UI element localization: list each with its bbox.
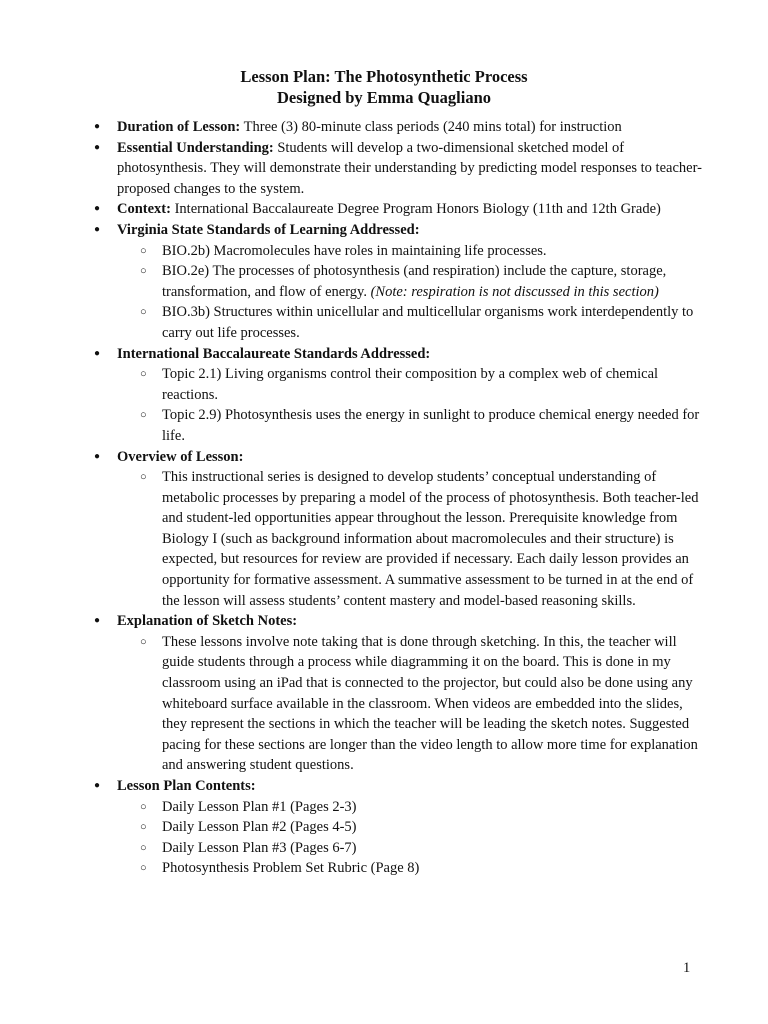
bullet-overview bbox=[0, 447, 768, 612]
page-number: 1 bbox=[683, 960, 691, 976]
sketch-label: Explanation of Sketch Notes: bbox=[117, 613, 298, 630]
essential-label: Essential Understanding: bbox=[117, 139, 274, 156]
sub-item: ○ BIO.3b) Structures within unicellular and multicellular organisms work interdependently to carry out life processes. bbox=[117, 302, 706, 343]
duration-text: Three (3) 80-minute class periods (240 mins total) for instruction bbox=[240, 119, 622, 135]
title-line-1: Lesson Plan: The Photosynthetic Process bbox=[240, 67, 528, 86]
bullet-plan-contents bbox=[0, 776, 768, 879]
contents-item: ○ Daily Lesson Plan #2 (Pages 4-5) bbox=[117, 817, 706, 838]
ib-sublist bbox=[117, 364, 706, 446]
sub-item-text: BIO.2e) The processes of photosynthesis (and respiration) include the capture, storage, transformation, and flow of energy. bbox=[162, 263, 667, 300]
contents-item: ○ Daily Lesson Plan #3 (Pages 6-7) bbox=[117, 838, 706, 859]
document-body bbox=[0, 117, 768, 879]
main-bullet-list bbox=[0, 117, 768, 879]
title-line-2: Designed by Emma Quagliano bbox=[276, 88, 492, 107]
bullet-sketch-notes bbox=[0, 611, 768, 776]
context-text: International Baccalaureate Degree Program Honors Biology (11th and 12th Grade) bbox=[170, 201, 661, 218]
sub-item: ○ These lessons involve note taking that is done through sketching. In this, the teacher will guide students through a process while diagramming it on the board. This is done in my classroom using an iPad that is connected to the projector, but could also be done using any whiteboard surface available in the classroom. When videos are embedded into the slides, they represent the sections in which the teacher will be leading the sketch notes. Suggested pacing for these sections are longer than the video length to allow more time for explanation and answering student questions. bbox=[117, 632, 706, 776]
essential-text: Students will develop a two-dimensional sketched model of photosynthesis. They will demonstrate their understanding by predicting model responses to teacher-proposed changes to the system. bbox=[117, 139, 702, 197]
contents-sublist bbox=[117, 797, 706, 879]
sub-item: ○ BIO.2b) Macromolecules have roles in maintaining life processes. bbox=[117, 241, 706, 262]
bullet-essential-understanding bbox=[0, 138, 768, 200]
respiration-note: (Note: respiration is not discussed in this section) bbox=[370, 283, 659, 300]
sub-item: ○ Topic 2.9) Photosynthesis uses the energy in sunlight to produce chemical energy needed for life. bbox=[117, 405, 706, 446]
contents-item: ○ Photosynthesis Problem Set Rubric (Page 8) bbox=[117, 858, 706, 879]
context-label: Context: bbox=[117, 201, 171, 218]
virginia-sublist bbox=[117, 241, 706, 344]
overview-label: Overview of Lesson: bbox=[117, 448, 244, 465]
contents-item: ○ Daily Lesson Plan #1 (Pages 2-3) bbox=[117, 797, 706, 818]
sub-item: ○ This instructional series is designed to develop students’ conceptual understanding of metabolic processes by preparing a model of the process of photosynthesis. Both teacher-led and student-led opportunities appear throughout the lesson. Prerequisite knowledge from Biology I (such as background information about macromolecules and their structure) is expected, but resources for review are provided if necessary. Each daily lesson provides an opportunity for formative assessment. A summative assessment to be turned in at the end of the lesson will assess students’ content mastery and model-based reasoning skills. bbox=[117, 467, 706, 611]
bullet-virginia-standards bbox=[0, 220, 768, 344]
document-title bbox=[0, 66, 768, 108]
sub-item: ○ Topic 2.1) Living organisms control their composition by a complex web of chemical reactions. bbox=[117, 364, 706, 405]
sketch-sublist bbox=[117, 632, 706, 776]
ib-label: International Baccalaureate Standards Addressed: bbox=[117, 345, 431, 362]
overview-sublist bbox=[117, 467, 706, 611]
sub-item bbox=[117, 261, 706, 302]
duration-label: Duration of Lesson: bbox=[117, 119, 241, 135]
bullet-ib-standards bbox=[0, 344, 768, 447]
contents-label: Lesson Plan Contents: bbox=[117, 778, 256, 794]
bullet-duration bbox=[0, 117, 768, 138]
bullet-context bbox=[0, 199, 768, 220]
virginia-label: Virginia State Standards of Learning Addressed: bbox=[117, 221, 420, 238]
